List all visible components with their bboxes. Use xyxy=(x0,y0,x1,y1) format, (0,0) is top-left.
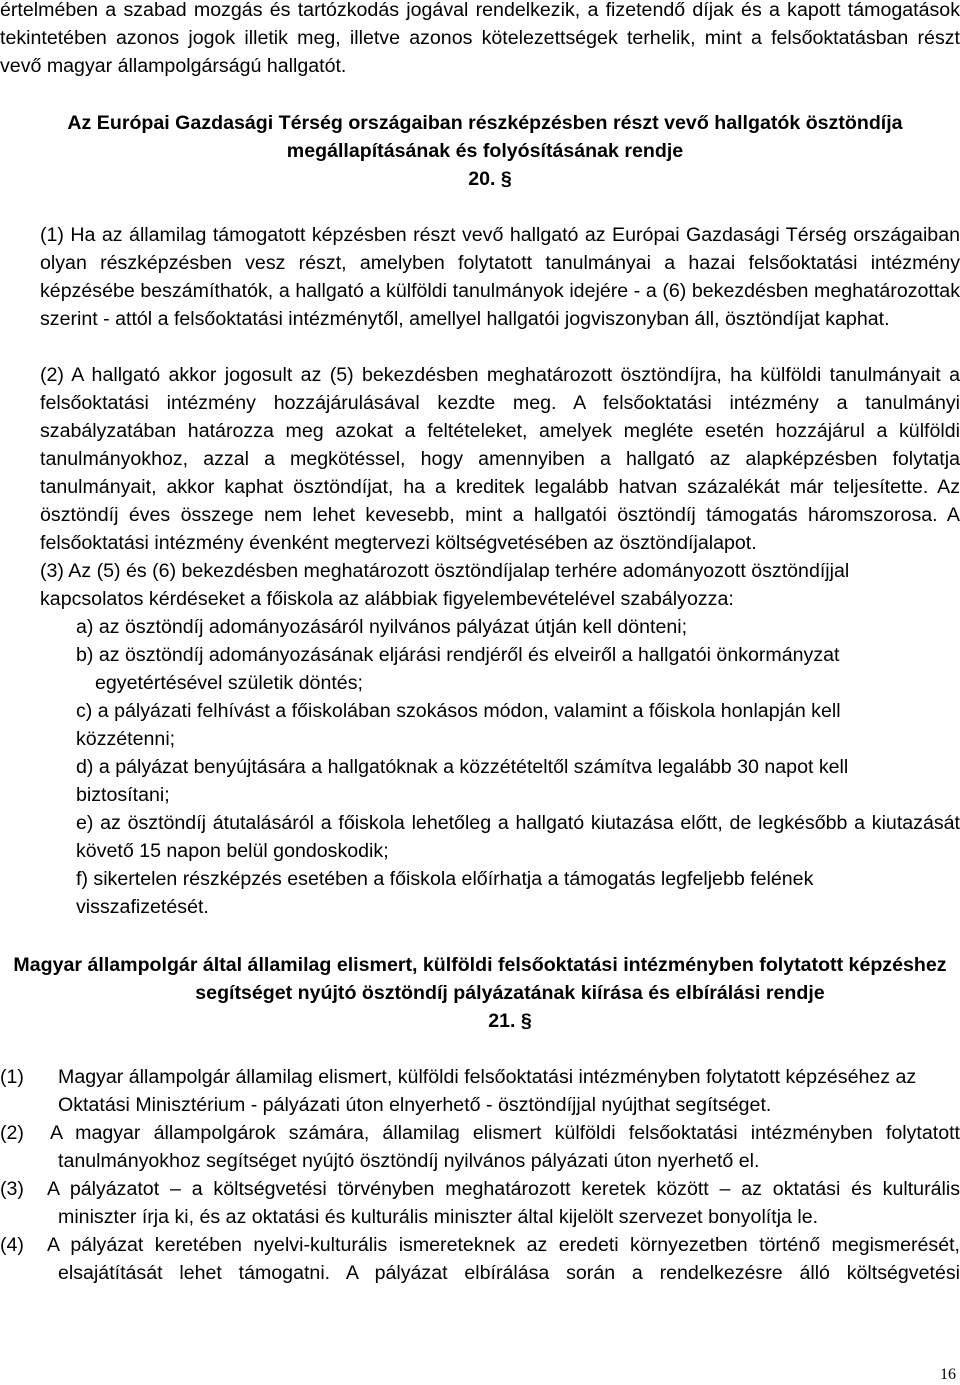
list-item-c-line-2: közzétenni; xyxy=(76,728,176,750)
section-21-item-4-number: (4) xyxy=(0,1234,24,1256)
section-20-heading-line-1: Az Európai Gazdasági Térség országaiban részképzésben részt vevő hallgatók ösztöndíja xyxy=(67,112,903,134)
list-item-b-line-1: b) az ösztöndíj adományozásának eljárási rendjéről és elveiről a hallgatói önkormányzat xyxy=(76,644,840,666)
section-21-item-2-number: (2) xyxy=(0,1122,24,1144)
list-item-a: a) az ösztöndíj adományozásáról nyilvános pályázat útján kell dönteni; xyxy=(76,616,688,638)
section-21-heading-line-1: Magyar állampolgár által államilag elismert, külföldi felsőoktatási intézményben folytatott képzéshez xyxy=(13,954,947,976)
section-21-item-3-line-1: A pályázatot – a költségvetési törvényben meghatározott keretek között – az oktatási és kulturális xyxy=(47,1178,960,1200)
section-20-number: 20. § xyxy=(468,168,512,190)
section-21-item-4-line-1: A pályázat keretében nyelvi-kulturális ismereteknek az eredeti környezetben történő megismerését, xyxy=(47,1234,960,1256)
section-21-item-2-line-1: A magyar állampolgárok számára, államilag elismert külföldi felsőoktatási intézményben folytatott xyxy=(50,1122,960,1144)
section-21-item-1-line-1: Magyar állampolgár államilag elismert, külföldi felsőoktatási intézményben folytatott képzéséhez az xyxy=(58,1066,917,1088)
section-21-item-4-line-2: elsajátítását lehet támogatni. A pályázat elbírálása során a rendelkezésre álló költségvetési xyxy=(58,1262,960,1284)
list-item-f-line-1: f) sikertelen részképzés esetében a főiskola előírhatja a támogatás legfeljebb felének xyxy=(76,868,814,890)
section-21-item-3-line-2: miniszter írja ki, és az oktatási és kulturális miniszter által kijelölt szervezet bonyolítja le. xyxy=(58,1206,819,1228)
section-21-item-2-line-2: tanulmányokhoz segítséget nyújtó ösztöndíj nyilvános pályázati úton nyerhető el. xyxy=(58,1150,760,1172)
intro-line-1: értelmében a szabad mozgás és tartózkodás jogával rendelkezik, a fizetendő díjak és a kapott támogatások xyxy=(0,0,960,21)
section-20-paragraph-3-line-1: (3) Az (5) és (6) bekezdésben meghatározott ösztöndíjalap terhére adományozott ösztöndíjjal xyxy=(40,560,850,582)
section-20-paragraph-3-line-2: kapcsolatos kérdéseket a főiskola az alábbiak figyelembevételével szabályozza: xyxy=(40,588,734,610)
list-item-b-line-2: egyetértésével születik döntés; xyxy=(95,672,363,694)
section-21-item-1-number: (1) xyxy=(0,1066,24,1088)
list-item-d-line-2: biztosítani; xyxy=(76,784,170,806)
intro-line-2: tekintetében azonos jogok illetik meg, illetve azonos kötelezettségek terhelik, mint a felsőoktatásban részt xyxy=(0,27,960,49)
list-item-e-line-2: követő 15 napon belül gondoskodik; xyxy=(76,840,389,862)
intro-line-3: vevő magyar állampolgárságú hallgatót. xyxy=(0,55,347,77)
section-21-item-3-number: (3) xyxy=(0,1178,24,1200)
section-21-item-1-line-2: Oktatási Minisztérium - pályázati úton elnyerhető - ösztöndíjjal nyújthat segítséget. xyxy=(58,1094,772,1116)
section-20-heading-line-2: megállapításának és folyósításának rendje xyxy=(286,140,684,162)
list-item-e-line-1: e) az ösztöndíj átutalásáról a főiskola lehetőleg a hallgató kiutazása előtt, de legkésőbb a kiutazását xyxy=(76,812,960,834)
page-number: 16 xyxy=(940,1366,956,1383)
list-item-c-line-1: c) a pályázati felhívást a főiskolában szokásos módon, valamint a főiskola honlapján kell xyxy=(76,700,841,722)
list-item-f-line-2: visszafizetését. xyxy=(76,896,209,918)
section-20-paragraph-1: (1) Ha az államilag támogatott képzésben részt vevő hallgató az Európai Gazdasági Térség országaiban olyan részképzésben vesz részt, amelyben folytatott tanulmányai a hazai felsőoktatási intézmény képzésébe beszámíthatók, a hallgató a külföldi tanulmányok idejére - a (6) bekezdésben meghatározottak szerint - attól a felsőoktatási intézménytől, amellyel hallgatói jogviszonyban áll, ösztöndíjat kaphat. xyxy=(40,224,960,330)
section-20-paragraph-2: (2) A hallgató akkor jogosult az (5) bekezdésben meghatározott ösztöndíjra, ha külföldi tanulmányait a felsőoktatási intézmény hozzájárulásával kezdte meg. A felsőoktatási intézmény a tanulmányi szabályzatában határozza meg azokat a feltételeket, amelyek megléte esetén hozzájárul a külföldi tanulmányokhoz, azzal a megkötéssel, hogy amennyiben a hallgató az alapképzésben folytatja tanulmányait, akkor kaphat ösztöndíjat, ha a kreditek legalább hatvan százalékát már teljesítette. Az ösztöndíj éves összege nem lehet kevesebb, mint a hallgatói ösztöndíj támogatás háromszorosa. A felsőoktatási intézmény évenként megtervezi költségvetésében az ösztöndíjalapot. xyxy=(40,364,960,554)
section-21-number: 21. § xyxy=(488,1010,532,1032)
section-21-heading-line-2: segítséget nyújtó ösztöndíj pályázatának kiírása és elbírálási rendje xyxy=(195,982,825,1004)
list-item-d-line-1: d) a pályázat benyújtására a hallgatóknak a közzétételtől számítva legalább 30 napot kell xyxy=(76,756,849,778)
